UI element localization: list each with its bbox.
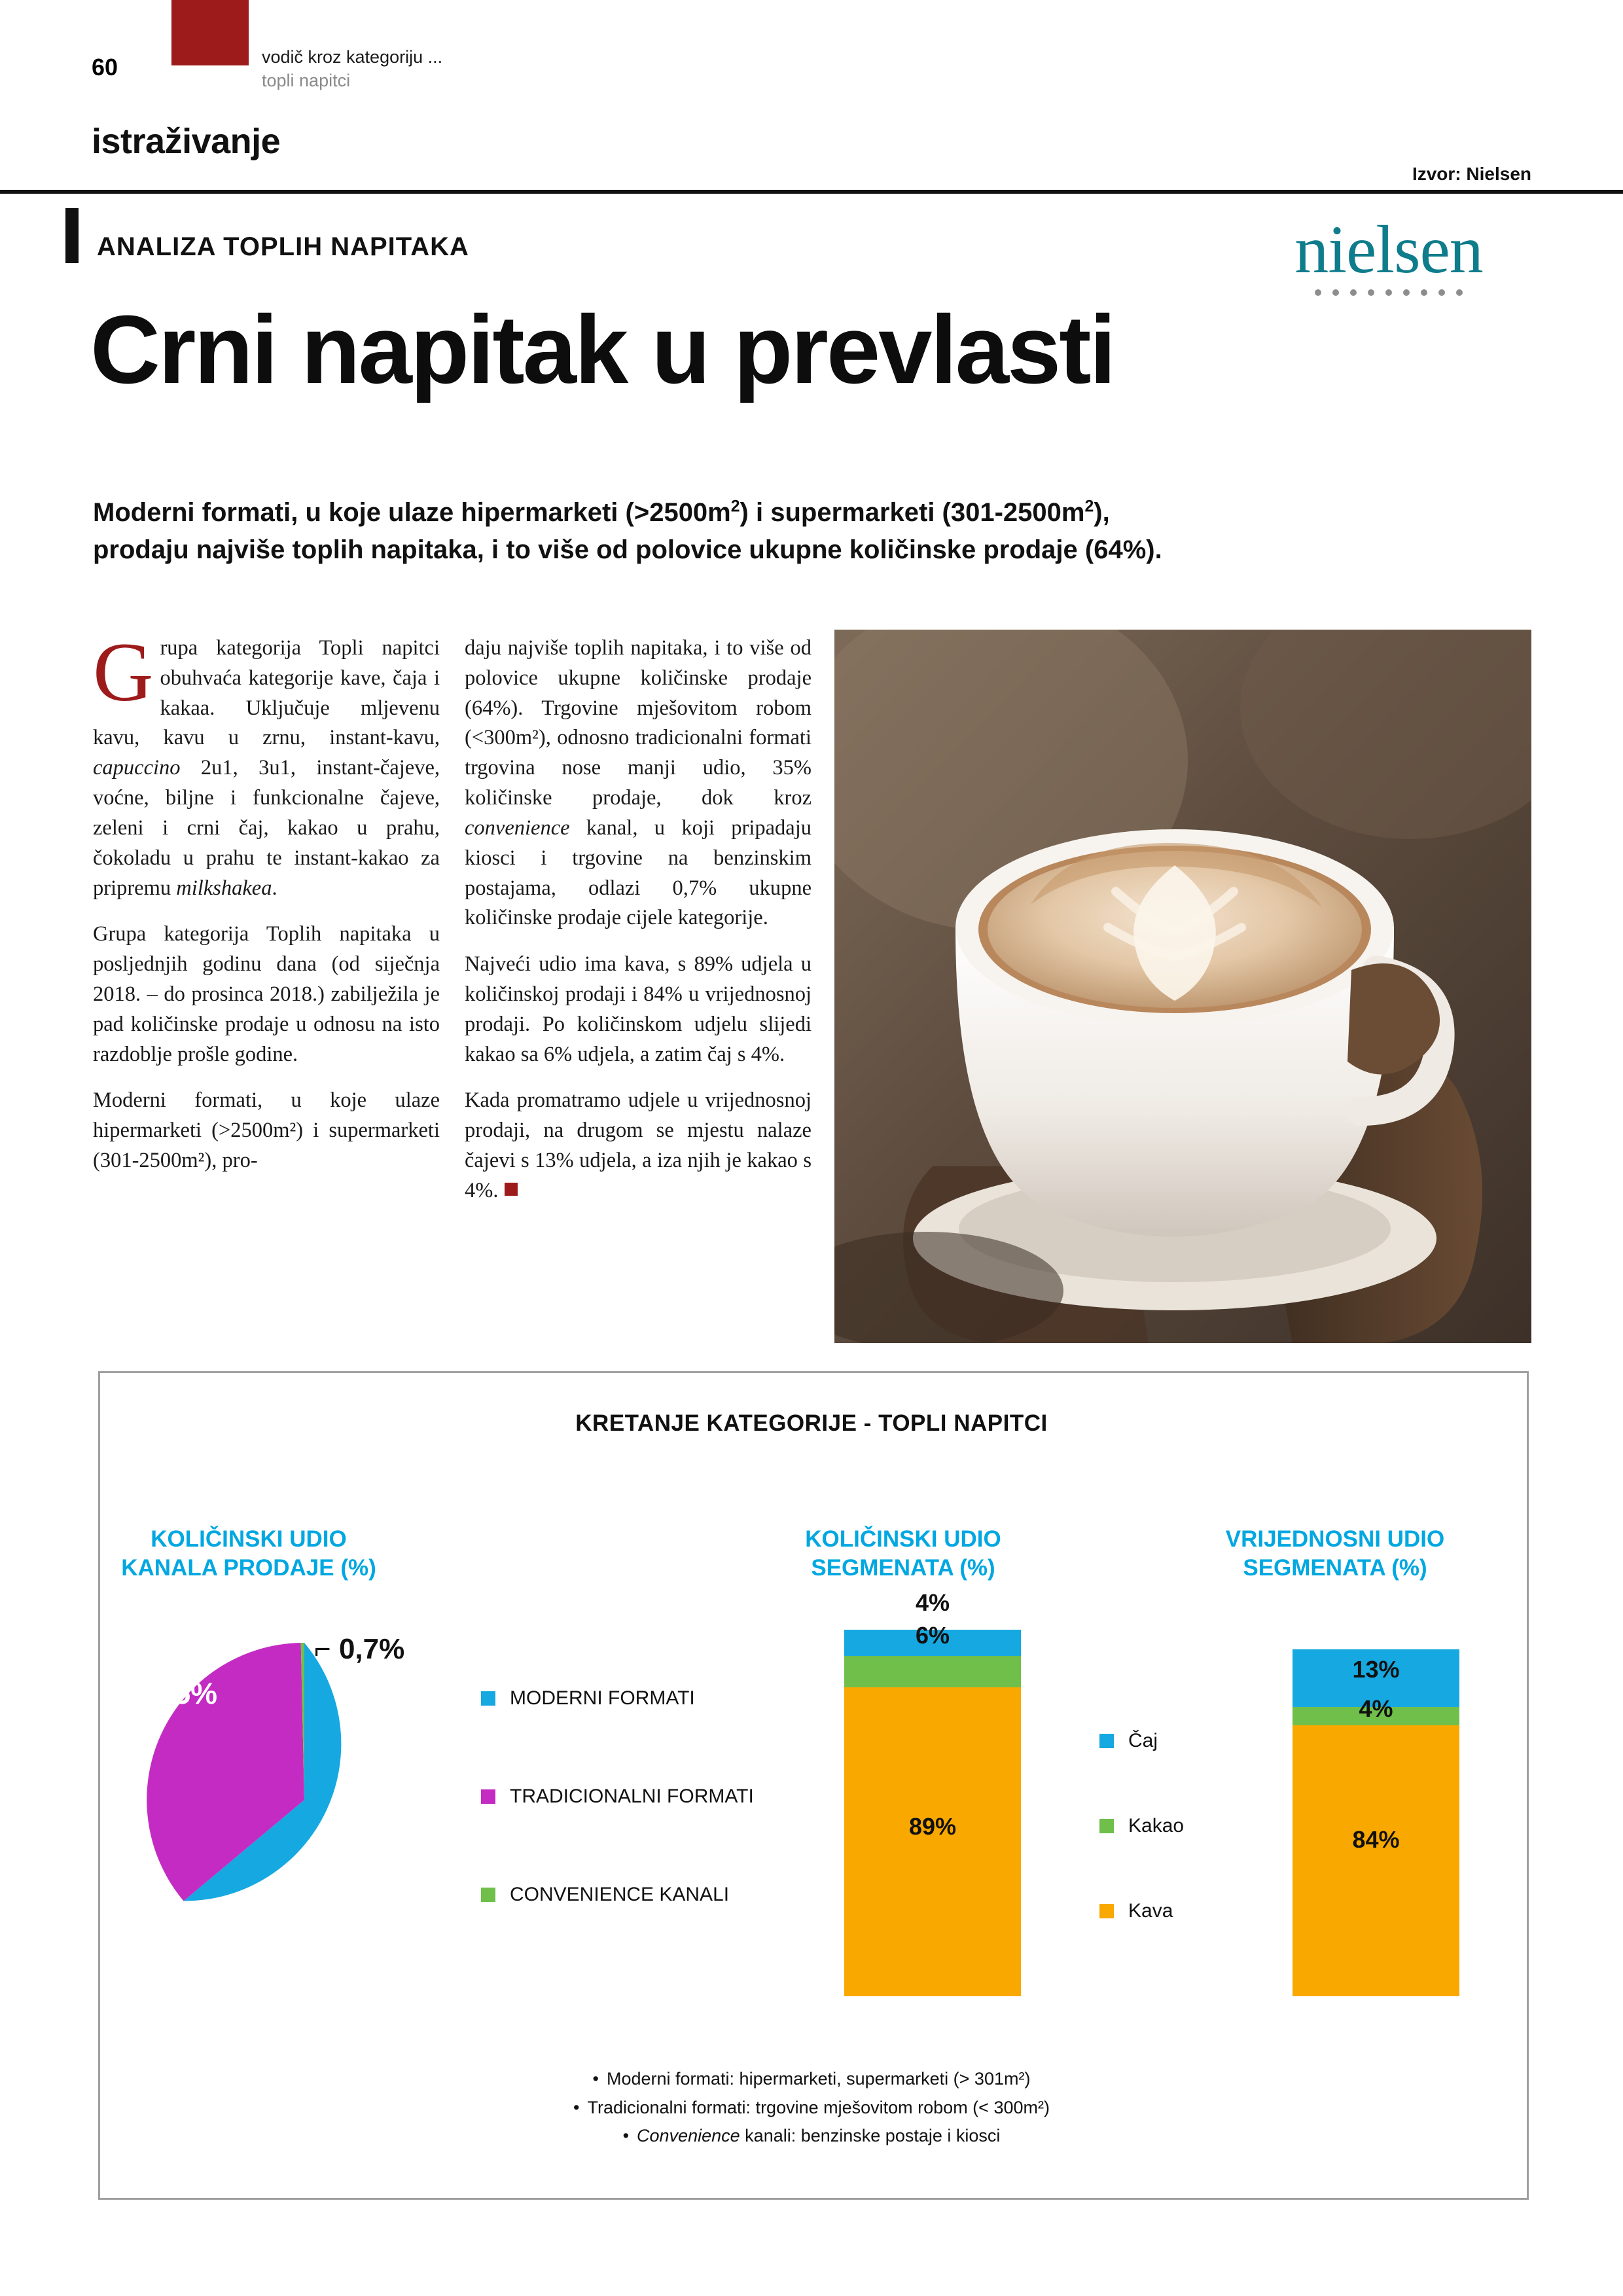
header-red-block xyxy=(171,0,249,65)
body-column-2 xyxy=(465,634,812,1223)
paragraph-6-text: Kada promatramo udjele u vrijednosnoj prodaji, na drugom se mjestu nalaze čajevi s 13% udjela, a iza njih je kakao s 4%. xyxy=(465,1088,812,1202)
eyebrow-tick xyxy=(65,208,79,263)
paragraph-6 xyxy=(465,1086,812,1206)
footnote-3-italic: Convenience xyxy=(637,2126,740,2146)
footnote-2: • Tradicionalni formati: trgovine mješovitom robom (< 300m²) xyxy=(573,2097,1050,2117)
legend-label-tradicionalni: TRADICIONALNI FORMATI xyxy=(510,1785,754,1807)
nielsen-wordmark: nielsen xyxy=(1294,212,1483,287)
panel-footnotes xyxy=(98,2065,1525,2151)
paragraph-4: daju najviše toplih napitaka, i to više od polovice ukupne količinske prodaje (64%). Trgovine mješovitom robom (<300m²), odnosno tradicionalni formati trgovina nose manji udio, 35% količinske prodaje, dok kroz convenience kanal, u koji pripadaju kiosci i trgovine na benzinskim postajama, odlazi 0,7% ukupne količinske prodaje cijele kategorije. xyxy=(465,636,812,930)
article-eyebrow: ANALIZA TOPLIH NAPITAKA xyxy=(97,232,469,261)
bar2-label-kakao: 4% xyxy=(1359,1695,1393,1722)
pie-label-modern: 64% xyxy=(366,1742,427,1776)
bar1-label-caj: 4% xyxy=(915,1589,950,1616)
body-column-1 xyxy=(93,626,440,1193)
legend-label-moderni: MODERNI FORMATI xyxy=(510,1687,695,1709)
legend-item-convenience xyxy=(481,1846,754,1944)
standfirst-part1: Moderni formati, u koje ulaze hipermarketi (>2500m xyxy=(93,498,731,527)
sup-two-a: 2 xyxy=(730,497,740,516)
bar2-label-caj: 13% xyxy=(1352,1656,1400,1683)
paragraph-1 xyxy=(93,626,440,903)
paragraph-5: Najveći udio ima kava, s 89% udjela u količinskoj prodaji i 84% u vrijednosnoj prodaji. Po količinskom udjelu slijedi kakao sa 6% udjela, a zatim čaj s 4%. xyxy=(465,952,812,1066)
italic-capuccino: capuccino xyxy=(93,756,181,780)
footnote-3: • Convenience kanali: benzinske postaje i kiosci xyxy=(622,2126,1001,2146)
sup-two-b: 2 xyxy=(1084,497,1094,516)
legend-item-moderni xyxy=(481,1649,754,1748)
legend-swatch-magenta-icon xyxy=(481,1789,495,1804)
legend-swatch-blue-icon xyxy=(481,1691,495,1706)
chart2-title xyxy=(733,1525,1073,1583)
bar2-segment-kava xyxy=(1293,1725,1459,1996)
source-credit: Izvor: Nielsen xyxy=(1412,164,1531,184)
bar1-label-kakao: 6% xyxy=(915,1622,950,1649)
chart1-title-line2: KANALA PRODAJE (%) xyxy=(121,1554,376,1581)
pie-label-traditional: 35% xyxy=(157,1676,218,1710)
chart1-title-line1: KOLIČINSKI UDIO xyxy=(151,1526,347,1552)
bar-legend-label-kava: Kava xyxy=(1128,1900,1173,1922)
chart-panel-title: KRETANJE KATEGORIJE - TOPLI NAPITCI xyxy=(575,1410,1048,1436)
pie-label-convenience: ⌐ 0,7% xyxy=(314,1633,405,1665)
bar2-label-kava: 84% xyxy=(1352,1826,1400,1853)
section-title: istraživanje xyxy=(92,122,281,161)
header-kicker-line2: topli napitci xyxy=(262,71,351,90)
bar-legend-label-caj: Čaj xyxy=(1128,1730,1158,1751)
bar-legend-item-kava xyxy=(1099,1869,1184,1954)
legend-label-convenience: CONVENIENCE KANALI xyxy=(510,1884,730,1905)
article-photo-coffee-cup xyxy=(834,630,1531,1343)
footnote-1: • Moderni formati: hipermarketi, supermarketi (> 301m²) xyxy=(592,2069,1031,2089)
bar-legend-swatch-blue-icon xyxy=(1099,1734,1114,1748)
chart3-title xyxy=(1165,1525,1505,1583)
standfirst-line2: prodaju najviše toplih napitaka, i to više od polovice ukupne količinske prodaje (64%). xyxy=(93,535,1162,564)
standfirst-part3: ), xyxy=(1094,498,1110,527)
legend-swatch-green-icon xyxy=(481,1888,495,1902)
nielsen-logo xyxy=(1251,212,1526,296)
chart1-title xyxy=(39,1525,458,1583)
bar1-label-kava: 89% xyxy=(908,1813,957,1840)
paragraph-3: Moderni formati, u koje ulaze hipermarketi (>2500m²) i supermarketi (301-2500m²), pro- xyxy=(93,1088,440,1172)
bar1-segment-kava xyxy=(844,1687,1021,1996)
chart3-title-line1: VRIJEDNOSNI UDIO xyxy=(1225,1526,1445,1552)
pie-legend xyxy=(481,1649,754,1944)
end-mark xyxy=(505,1183,518,1196)
page-number: 60 xyxy=(92,54,118,81)
chart2-title-line1: KOLIČINSKI UDIO xyxy=(805,1526,1001,1552)
standfirst-part2: ) i supermarketi (301-2500m xyxy=(740,498,1085,527)
bar-legend-item-caj xyxy=(1099,1698,1184,1784)
standfirst xyxy=(93,494,1435,569)
chart2-title-line2: SEGMENATA (%) xyxy=(811,1554,995,1581)
italic-milkshakea: milkshakea xyxy=(176,876,272,900)
italic-convenience: convenience xyxy=(465,816,570,840)
nielsen-dots xyxy=(1251,289,1526,296)
legend-item-tradicionalni xyxy=(481,1748,754,1846)
paragraph-2: Grupa kategorija Toplih napitaka u posljednjih godinu dana (od siječnja 2018. – do prosinca 2018.) zabilježila je pad količinske prodaje u odnosu na isto razdoblje prošle godine. xyxy=(93,922,440,1066)
page-title: Crni napitak u prevlasti xyxy=(90,296,1115,404)
chart3-title-line2: SEGMENATA (%) xyxy=(1243,1554,1427,1581)
bar-legend-label-kakao: Kakao xyxy=(1128,1815,1185,1837)
header-divider xyxy=(0,190,1623,194)
drop-cap: G xyxy=(93,626,154,719)
header-kicker-line1: vodič kroz kategoriju ... xyxy=(262,47,443,67)
pie-chart-channel-volume-share xyxy=(121,1617,488,1986)
bar-legend xyxy=(1099,1698,1184,1954)
footnote-3-rest: kanali: benzinske postaje i kiosci xyxy=(740,2126,1001,2146)
paragraph-1-text: rupa kategorija Topli napitci obuhvaća kategorije kave, čaja i kakaa. Uključuje mljevenu kavu, kavu u zrnu, instant-kavu, capuccino 2u1, 3u1, instant-čajeve, voćne, biljne i funkcionalne čajeve, zeleni i crni čaj, kakao u prahu, čokoladu u prahu te instant-kakao za pripremu milkshakea. xyxy=(93,636,440,900)
bar-legend-swatch-orange-icon xyxy=(1099,1904,1114,1918)
bar-legend-item-kakao xyxy=(1099,1784,1184,1869)
bar1-segment-kakao xyxy=(844,1656,1021,1687)
bar-legend-swatch-green-icon xyxy=(1099,1819,1114,1833)
